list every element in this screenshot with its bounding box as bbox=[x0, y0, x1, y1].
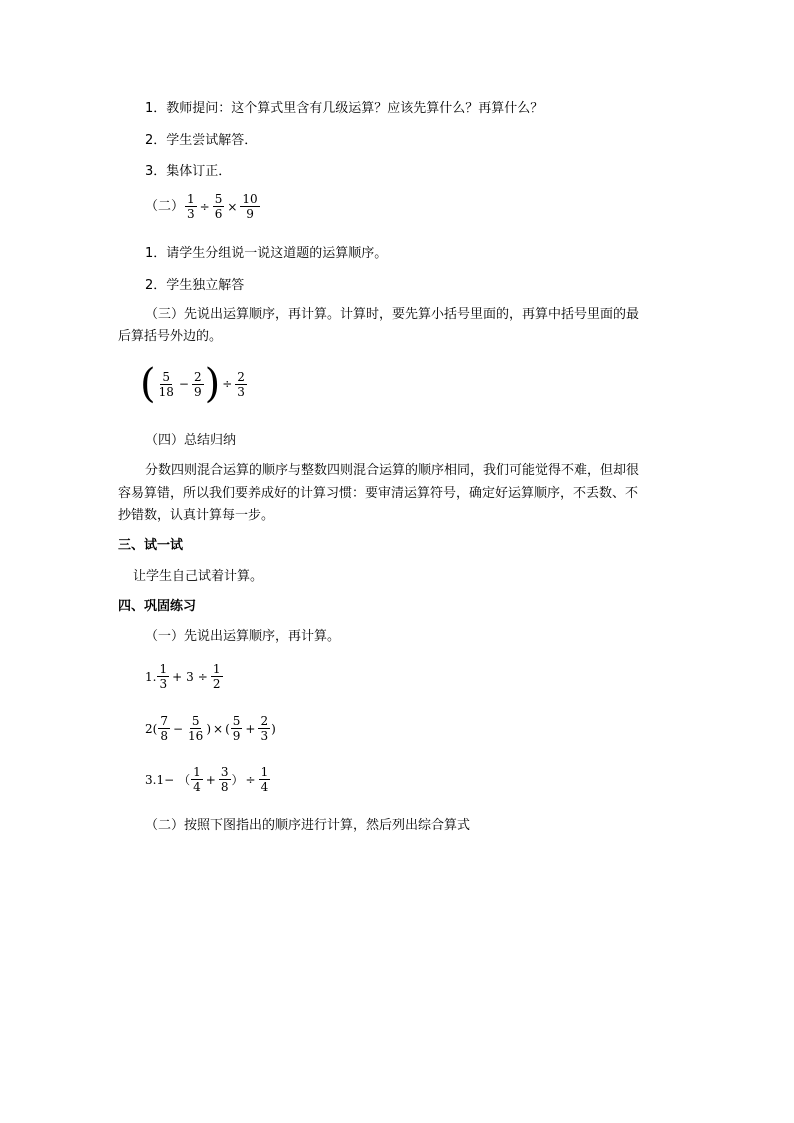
text-line: 分数四则混合运算的顺序与整数四则混合运算的顺序相同，我们可能觉得不难，但却很 bbox=[145, 463, 640, 478]
fraction: $\frac{5}{9}$ bbox=[232, 714, 241, 743]
operator: ÷ bbox=[199, 199, 210, 214]
operator: × bbox=[227, 199, 238, 214]
fraction: $\frac{2}{9}$ bbox=[193, 369, 202, 399]
text-line: 后算括号外边的。 bbox=[118, 329, 223, 344]
operator: − bbox=[178, 377, 189, 391]
fraction: $\frac{7}{8}$ bbox=[160, 714, 168, 743]
left-paren: ( bbox=[225, 721, 230, 736]
operator: + bbox=[172, 669, 183, 684]
right-paren: ) bbox=[206, 721, 211, 736]
operator: ÷ bbox=[245, 772, 256, 787]
text-line: （二）按照下图指出的顺序进行计算，然后列出综合算式 bbox=[145, 818, 471, 833]
fraction: $\frac{1}{2}$ bbox=[212, 662, 221, 691]
operator: + bbox=[205, 772, 216, 787]
section-heading: 三、试一试 bbox=[118, 538, 184, 553]
text-line: （一）先说出运算顺序，再计算。 bbox=[145, 629, 341, 644]
fraction: $\frac{1}{4}$ bbox=[193, 765, 201, 794]
operator: + bbox=[245, 721, 256, 736]
exercise-number: 1. bbox=[145, 669, 157, 684]
text-line: 容易算错，所以我们要养成好的计算习惯：要审清运算符号，确定好运算顺序，不丢数、不 bbox=[118, 486, 639, 501]
right-paren: ) bbox=[204, 361, 221, 407]
text-line: 3．集体订正． bbox=[145, 164, 232, 179]
exercise-3 bbox=[145, 765, 271, 794]
text-line: （三）先说出运算顺序，再计算。计算时，要先算小括号里面的，再算中括号里面的最 bbox=[145, 307, 640, 322]
operator: − bbox=[172, 721, 184, 736]
number: 3 bbox=[186, 669, 194, 684]
fraction: $\frac{1}{3}$ bbox=[159, 662, 168, 691]
text-line: 2．学生尝试解答． bbox=[145, 133, 258, 148]
fraction: $\frac{2}{3}$ bbox=[260, 714, 269, 743]
fraction: $\frac{1}{4}$ bbox=[260, 765, 269, 794]
fraction: $\frac{3}{8}$ bbox=[220, 765, 229, 794]
right-paren: ) bbox=[271, 721, 276, 736]
left-paren: （ bbox=[178, 772, 191, 787]
left-paren: ( bbox=[152, 721, 158, 736]
operator: ÷ bbox=[222, 377, 233, 391]
exercise-1 bbox=[145, 662, 224, 691]
section-heading: 四、巩固练习 bbox=[118, 599, 197, 614]
text-line: 让学生自己试着计算。 bbox=[133, 569, 264, 584]
fraction: $\frac{5}{18}$ bbox=[158, 369, 174, 399]
fraction: $\frac{1}{3}$ bbox=[187, 192, 195, 221]
text-line: （四）总结归纳 bbox=[145, 433, 237, 448]
operator: ÷ bbox=[197, 669, 208, 684]
exercise-2 bbox=[145, 714, 276, 743]
expression-2 bbox=[145, 192, 261, 221]
text-line: 1．请学生分组说一说这道题的运算顺序。 bbox=[145, 246, 388, 261]
fraction: $\frac{10}{9}$ bbox=[242, 192, 258, 221]
expression-3 bbox=[140, 361, 248, 407]
section-label: （二） bbox=[145, 198, 185, 214]
exercise-number: 2 bbox=[145, 721, 153, 736]
left-paren: ( bbox=[140, 361, 156, 407]
fraction: $\frac{5}{6}$ bbox=[214, 192, 223, 221]
fraction: $\frac{2}{3}$ bbox=[237, 369, 245, 399]
right-paren: ） bbox=[231, 772, 244, 787]
text-line: 2．学生独立解答 bbox=[145, 278, 245, 293]
text-line: 抄错数，认真计算每一步。 bbox=[118, 508, 275, 523]
text-line: 1．教师提问：这个算式里含有几级运算？应该先算什么？再算什么？ bbox=[145, 101, 544, 116]
exercise-number: 3.1− bbox=[145, 772, 175, 787]
fraction: $\frac{5}{16}$ bbox=[188, 714, 204, 743]
operator: × bbox=[213, 721, 224, 736]
